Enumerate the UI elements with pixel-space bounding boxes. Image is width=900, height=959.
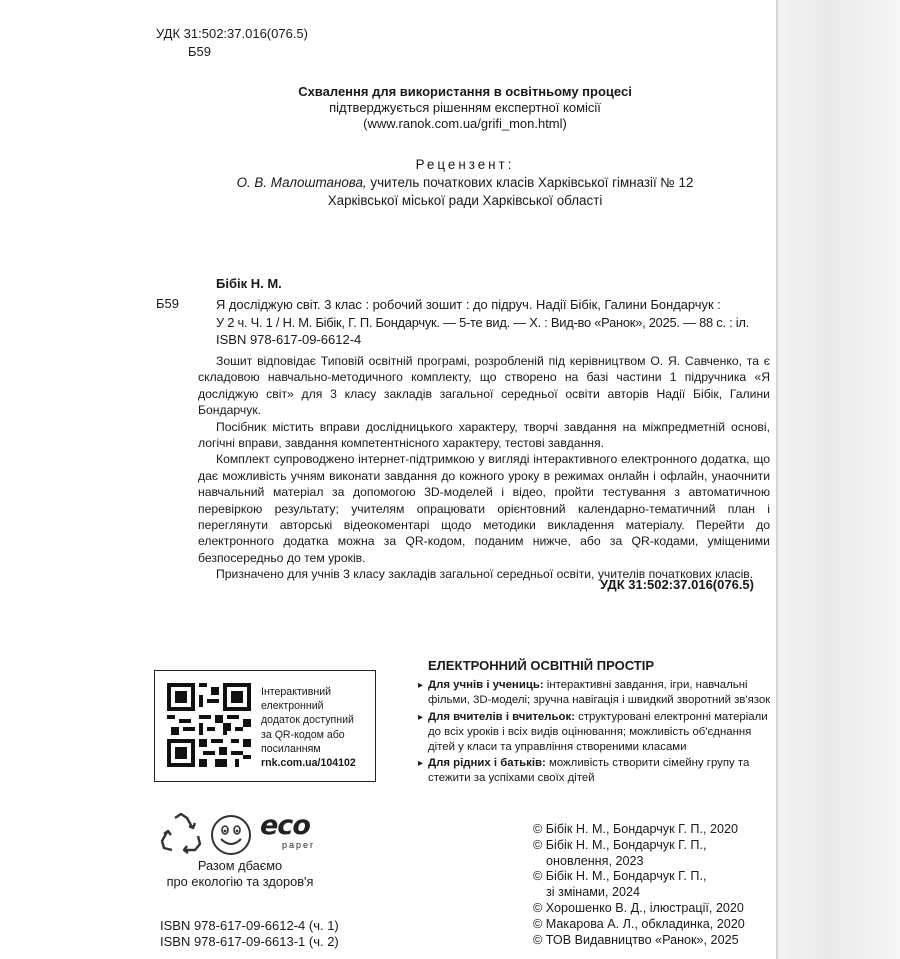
biblio-line-2: У 2 ч. Ч. 1 / Н. М. Бібік, Г. П. Бондарчук. — 5-те вид. — Х. : Вид-во «Ранок», 2025. — 88 с. : іл.: [216, 315, 749, 330]
qr-caption-line-3: додаток доступний: [261, 714, 354, 727]
copyright-line: © Бібік Н. М., Бондарчук Г. П., 2020: [533, 822, 738, 836]
smiley-icon: [210, 814, 252, 856]
eos-item-text: можливість створити сімейну групу та стежити за успіхами своїх дітей: [428, 757, 750, 784]
eos-item-parents: [418, 756, 778, 786]
qr-box: [154, 670, 376, 782]
qr-caption-line-1: Інтерактивний: [261, 686, 332, 698]
udk-top: УДК 31:502:37.016(076.5): [156, 26, 308, 41]
udk-bottom: УДК 31:502:37.016(076.5): [600, 577, 754, 592]
annotation: [198, 353, 770, 583]
copyright-line: © ТОВ Видавництво «Ранок», 2025: [533, 932, 739, 947]
biblio-author: Бібік Н. М.: [216, 276, 282, 291]
qr-caption-line-4: за QR-кодом або: [261, 728, 345, 741]
copyright-line: © Бібік Н. М., Бондарчук Г. П.,: [533, 869, 707, 884]
reviewer-block: [160, 156, 770, 210]
eco-logo-text: eco: [260, 810, 310, 841]
qr-caption-line-5: посиланням: [261, 742, 321, 755]
arrow-right-icon: ▸: [418, 758, 424, 769]
page-edge-line: [776, 0, 778, 959]
biblio-mark: Б59: [156, 296, 179, 311]
eos-item-label: Для рідних і батьків:: [428, 757, 546, 769]
eco-caption-line-2: про екологію та здоров'я: [166, 874, 314, 889]
annotation-p2: Посібник містить вправи дослідницького характеру, творчі завдання на міжпредметній основі, логічні вправи, завдання компетентнісного характеру, тестові завдання.: [198, 419, 770, 451]
approval-line-2: підтверджується рішенням експертної комісії: [329, 100, 601, 115]
approval-line-3: (www.ranok.com.ua/grifi_mon.html): [363, 116, 567, 131]
eos-item-label: Для вчителів і вчительок:: [428, 711, 575, 723]
biblio-isbn: ISBN 978-617-09-6612-4: [216, 332, 362, 347]
biblio-line-1: Я досліджую світ. 3 клас : робочий зошит : до підруч. Надії Бібік, Галини Бондарчук :: [216, 297, 721, 312]
arrow-right-icon: ▸: [418, 680, 424, 691]
reviewer-name: О. В. Малоштанова,: [236, 175, 367, 190]
eos-title: ЕЛЕКТРОННИЙ ОСВІТНІЙ ПРОСТІР: [428, 658, 654, 673]
annotation-p4: Призначено для учнів 3 класу закладів загальної середньої освіти, учителів початкових класів.: [216, 567, 754, 582]
annotation-p1: Зошит відповідає Типовій освітній програмі, розробленій під керівництвом О. Я. Савченко, та є складовою навчально-методичного комплекту, що створено на базі частини 1 підручника «Я досліджую світ» для 3 класу закладів загальної середньої освіти авторів Надії Бібік, Галини Бондарчук.: [198, 354, 770, 418]
approval-block: [180, 84, 750, 132]
eos-item-teachers: [418, 710, 778, 755]
eos-item-text: структуровані електронні матеріали до всіх уроків і всіх видів оцінювання; можливість об'єднання дітей у класи та управління створеними класами: [428, 711, 768, 753]
eos-item-text: інтерактивні завдання, ігри, навчальні фільми, 3D-моделі; зручна навігація і швидкий зворотний зв'язок: [428, 679, 771, 706]
approval-title: Схвалення для використання в освітньому процесі: [298, 84, 632, 99]
eos-item-students: [418, 678, 778, 708]
eos-item-label: Для учнів і учениць:: [428, 679, 544, 691]
reviewer-label: Рецензент:: [415, 157, 515, 172]
copyright-line: зі змінами, 2024: [546, 885, 640, 900]
eco-caption-line-1: Разом дбаємо: [197, 858, 283, 873]
copyright-line: © Макарова А. Л., обкладинка, 2020: [533, 916, 745, 931]
isbn-part-1: ISBN 978-617-09-6612-4 (ч. 1): [160, 918, 339, 933]
isbn-part-2: ISBN 978-617-09-6613-1 (ч. 2): [160, 934, 339, 949]
qr-caption-line-2: електронний: [261, 700, 324, 713]
reviewer-line-2: Харківської міської ради Харківської області: [327, 193, 603, 208]
copyright-list: [533, 822, 745, 948]
eco-logo-subtext: paper: [282, 840, 316, 850]
recycle-icon: [158, 812, 204, 856]
reviewer-desc: учитель початкових класів Харківської гімназії № 12: [366, 175, 694, 190]
biblio-description: [216, 296, 776, 332]
author-mark-top: Б59: [188, 44, 211, 59]
copyright-line: оновлення, 2023: [546, 853, 644, 868]
arrow-right-icon: ▸: [418, 712, 424, 723]
qr-link[interactable]: rnk.com.ua/104102: [261, 757, 356, 770]
qr-code-icon[interactable]: [167, 683, 251, 767]
copyright-line: © Хорошенко В. Д., ілюстрації, 2020: [533, 900, 744, 915]
eco-paper-logo: [260, 812, 320, 850]
annotation-p3: Комплект супроводжено інтернет-підтримкою у вигляді інтерактивного електронного додатка, що дає можливість учням виконати завдання до кожного уроку в режимах онлайн і офлайн, унаочнити навчальний матеріал за допомогою 3D-моделей і відео, пройти тестування з автоматичною перевіркою результату; учителям опрацювати орієнтовний календарно-тематичний план і переглянути авторські відеокоментарі щодо методики викладення матеріалу. Перейти до електронного додатка можна за QR-кодом, поданим нижче, або за QR-кодами, уміщеними безпосередньо до тем уроків.: [198, 452, 770, 565]
qr-caption: [261, 685, 371, 770]
copyright-line: © Бібік Н. М., Бондарчук Г. П.,: [533, 837, 707, 852]
eco-caption: [140, 858, 340, 890]
page-edge: [778, 0, 900, 959]
isbn-parts: [160, 918, 339, 950]
